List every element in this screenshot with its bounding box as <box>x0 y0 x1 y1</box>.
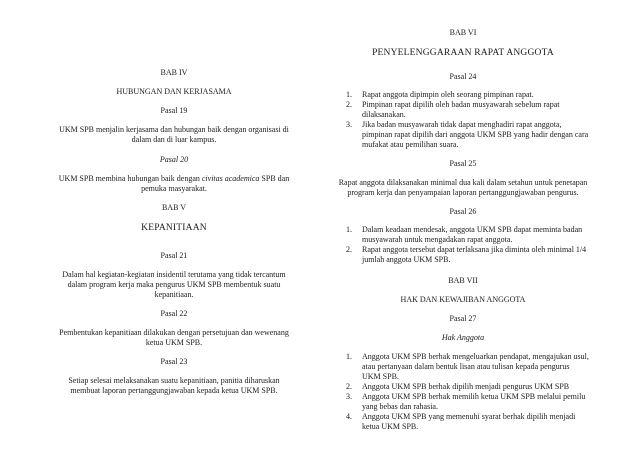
list-item <box>336 120 590 150</box>
pasal-20-text-b: SPB dan pemuka masyarakat. <box>141 174 290 193</box>
pasal-22-heading: Pasal 22 <box>160 309 188 318</box>
list-item-text: Pimpinan rapat dipilih oleh badan musyawarah sebelum rapat dilaksanakan. <box>362 100 560 119</box>
pasal-21-heading: Pasal 21 <box>160 251 188 260</box>
pasal-21-text: Dalam hal kegiatan-kegiatan insidentil terutama yang tidak tercantum dalam program kerja maka pengurus UKM SPB membentuk suatu kepanitiaan. <box>62 270 286 299</box>
pasal-23-text: Setiap selesai melaksanakan suatu kepanitiaan, panitia diharuskan membuat laporan pertanggungjawaban kepada ketua UKM SPB. <box>68 376 280 395</box>
list-item-text: Dalam keadaan mendesak, anggota UKM SPB dapat meminta badan musyawarah untuk mengadakan rapat anggota. <box>362 225 583 244</box>
pasal-20-text-a: UKM SPB membina hubungan baik dengan <box>58 174 202 183</box>
list-number: 2. <box>346 245 352 254</box>
list-number: 2. <box>346 100 352 109</box>
right-column <box>336 0 590 432</box>
pasal-22-text: Pembentukan kepanitiaan dilakukan dengan persetujuan dan wewenang ketua UKM SPB. <box>59 328 289 347</box>
bab-v-title: KEPANITIAAN <box>141 223 207 233</box>
bab-vi-heading: BAB VI <box>449 28 477 37</box>
pasal-20-text-italic: civitas academica <box>201 174 260 183</box>
list-number: 3. <box>346 120 352 129</box>
list-item <box>336 245 590 265</box>
pasal-27-list <box>336 352 590 432</box>
list-item <box>336 392 590 412</box>
list-item <box>336 412 590 432</box>
pasal-27-heading: Pasal 27 <box>449 314 477 323</box>
pasal-25-text: Rapat anggota dilaksanakan minimal dua kali dalam setahun untuk penetapan program kerja dan penyampaian laporan pertanggungjawaban pengurus. <box>338 178 588 197</box>
list-item-text: Rapat anggota tersebut dapat terlaksana jika diminta oleh minimal 1/4 jumlah anggota UKM SPB. <box>362 245 587 264</box>
pasal-26-heading: Pasal 26 <box>449 207 477 216</box>
pasal-26-list <box>336 225 590 265</box>
pasal-25-heading: Pasal 25 <box>449 159 477 168</box>
list-item-text: Anggota UKM SPB berhak memilih ketua UKM SPB melalui pemilu yang bebas dan rahasia. <box>362 392 586 411</box>
pasal-19-text: UKM SPB menjalin kerjasama dan hubungan baik dengan organisasi di dalam dan di luar kampus. <box>59 125 289 144</box>
pasal-20-heading: Pasal 20 <box>159 155 189 164</box>
list-item <box>336 225 590 245</box>
pasal-24-heading: Pasal 24 <box>449 72 477 81</box>
list-number: 4. <box>346 412 352 421</box>
pasal-23-heading: Pasal 23 <box>160 357 188 366</box>
bab-iv-heading: BAB IV <box>160 68 188 77</box>
list-item <box>336 382 590 392</box>
pasal-19-heading: Pasal 19 <box>160 106 188 115</box>
bab-iv-title: HUBUNGAN DAN KERJASAMA <box>116 87 232 96</box>
list-number: 1. <box>346 225 352 234</box>
bab-v-heading: BAB V <box>161 203 187 212</box>
list-number: 3. <box>346 392 352 401</box>
bab-vii-title: HAK DAN KEWAJIBAN ANGGOTA <box>400 295 526 304</box>
list-item-text: Anggota UKM SPB yang memenuhi syarat berhak dipilih menjadi ketua UKM SPB. <box>362 412 576 431</box>
left-column <box>54 0 294 396</box>
list-item <box>336 90 590 100</box>
bab-vii-heading: BAB VII <box>448 276 478 285</box>
list-item-text: Anggota UKM SPB berhak dipilih menjadi pengurus UKM SPB <box>362 382 570 391</box>
list-item-text: Jika badan musyawarah tidak dapat menghadiri rapat anggota, pimpinan rapat dipilih dari anggota UKM SPB yang hadir dengan cara mufakat atau pemilihan suara. <box>362 120 589 149</box>
list-item <box>336 352 590 382</box>
list-number: 2. <box>346 382 352 391</box>
list-item <box>336 100 590 120</box>
list-item-text: Rapat anggota dipimpin oleh seorang pimpinan rapat. <box>362 90 534 99</box>
bab-vi-title: PENYELENGGARAAN RAPAT ANGGOTA <box>372 48 554 58</box>
pasal-20-text <box>54 174 294 194</box>
pasal-24-list <box>336 90 590 150</box>
list-number: 1. <box>346 352 352 361</box>
list-number: 1. <box>346 90 352 99</box>
pasal-27-subheading: Hak Anggota <box>441 333 485 342</box>
list-item-text: Anggota UKM SPB berhak mengeluarkan pendapat, mengajukan usul, atau pertanyaan dalam bentuk lisan atau tulisan kepada pengurus UKM SPB. <box>362 352 589 381</box>
